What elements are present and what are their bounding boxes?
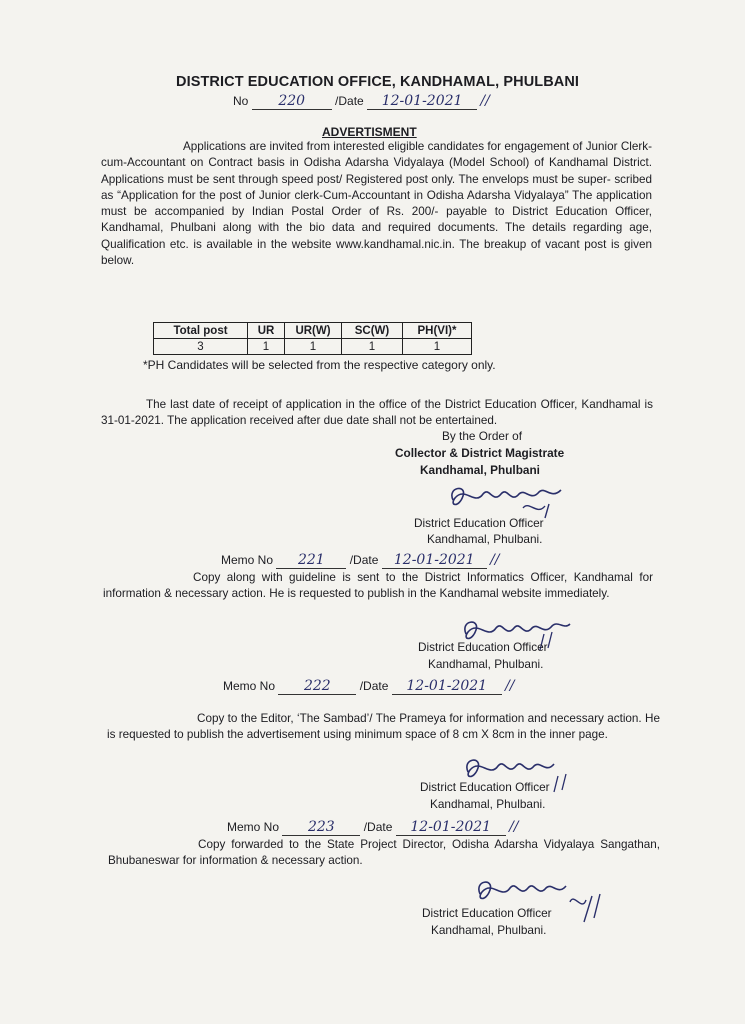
vacancy-table — [153, 322, 472, 355]
memo-line — [221, 552, 500, 569]
memo-date: 12-01-2021 — [392, 678, 502, 695]
memo-date-label: /Date — [363, 820, 393, 834]
table-cell: 3 — [154, 339, 248, 355]
signatory-designation: District Education Officer — [420, 780, 550, 794]
signatory-place: Kandhamal, Phulbani. — [431, 923, 547, 937]
header-cell: UR — [248, 323, 285, 339]
signatory-designation: District Education Officer — [422, 906, 552, 920]
table-cell: 1 — [342, 339, 403, 355]
order-line-1: By the Order of — [442, 429, 522, 443]
date-label: /Date — [335, 94, 364, 108]
memo-date: 12-01-2021 — [396, 819, 506, 836]
memo-suffix: // — [490, 552, 500, 568]
memo-date: 12-01-2021 — [382, 552, 487, 569]
table-header-row — [154, 323, 472, 339]
memo-text: Copy along with guideline is sent to the District Informatics Officer, Kandhamal for information & necessary action. He is requested to publish in the Kandhamal website immediately. — [103, 571, 653, 601]
header-cell: SC(W) — [342, 323, 403, 339]
signatory-designation: District Education Officer — [418, 640, 548, 654]
header-cell: PH(VI)* — [403, 323, 472, 339]
no-value: 220 — [252, 93, 332, 110]
office-title: DISTRICT EDUCATION OFFICE, KANDHAMAL, PHULBANI — [176, 74, 580, 90]
memo-suffix: // — [505, 678, 515, 694]
table-row — [154, 339, 472, 355]
memo-date-label: /Date — [359, 679, 389, 693]
memo-suffix: // — [509, 819, 519, 835]
advertisement-heading: ADVERTISMENT — [322, 125, 417, 139]
header-cell: Total post — [154, 323, 248, 339]
memo-text: Copy forwarded to the State Project Director, Odisha Adarsha Vidyalaya Sangathan, Bhubaneswar for information & necessary action. — [108, 838, 660, 868]
signatory-place: Kandhamal, Phulbani. — [430, 797, 546, 811]
memo-line — [223, 678, 515, 695]
advertisement-body: Applications are invited from interested eligible candidates for engagement of Junior Clerk-cum-Accountant on Contract basis in Odisha Adarsha Vidyalaya (Model School) of Kandhamal District. Applications must be sent through speed post/ Registered post only. The envelops must be super- scribed as “Application for the post of Junior clerk-Cum-Accountant in Odisha Adarsha Vidyalaya” The application must be accompanied by Indian Postal Order of Rs. 200/- payable to District Education Officer, Kandhamal, Phulbani along with the bio data and required documents. The details regarding age, Qualification etc. is available in the website www.kandhamal.nic.in. The breakup of vacant post is given below. — [101, 140, 652, 268]
table-cell: 1 — [248, 339, 285, 355]
table-cell: 1 — [403, 339, 472, 355]
footnote: *PH Candidates will be selected from the respective category only. — [143, 358, 496, 372]
signatory-designation: District Education Officer — [414, 516, 544, 530]
memo-label: Memo No — [221, 553, 274, 567]
date-suffix: // — [480, 93, 490, 109]
reference-line — [233, 93, 490, 110]
signatory-place: Kandhamal, Phulbani. — [428, 657, 544, 671]
memo-label: Memo No — [227, 820, 280, 834]
no-label: No — [233, 94, 249, 108]
signatory-place: Kandhamal, Phulbani. — [427, 532, 543, 546]
memo-text: Copy to the Editor, ‘The Sambad’/ The Prameya for information and necessary action. He is requested to publish the advertisement using minimum space of 8 cm X 8cm in the inner page. — [107, 712, 660, 742]
memo-label: Memo No — [223, 679, 276, 693]
memo-number: 222 — [278, 678, 356, 695]
memo-number: 223 — [282, 819, 360, 836]
table-cell: 1 — [285, 339, 342, 355]
memo-number: 221 — [276, 552, 346, 569]
last-date-text: The last date of receipt of application in the office of the District Education Officer, Kandhamal is 31-01-2021. The application received after due date shall not be entertained. — [101, 398, 653, 428]
date-value: 12-01-2021 — [367, 93, 477, 110]
order-line-3: Kandhamal, Phulbani — [420, 463, 540, 477]
order-line-2: Collector & District Magistrate — [395, 446, 565, 460]
memo-date-label: /Date — [349, 553, 379, 567]
header-cell: UR(W) — [285, 323, 342, 339]
memo-line — [227, 819, 519, 836]
